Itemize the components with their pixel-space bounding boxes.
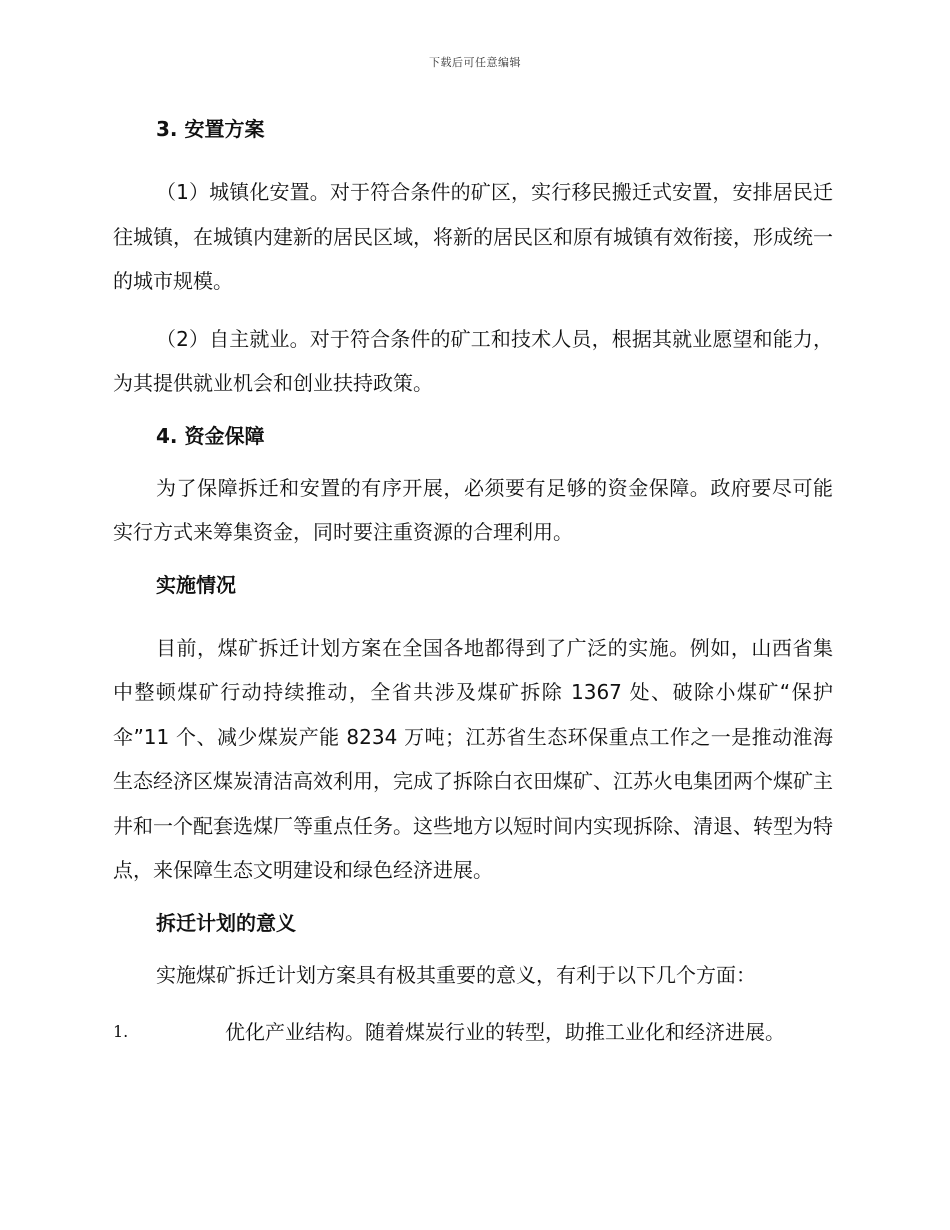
section-heading-implementation: 实施情况	[156, 572, 236, 597]
section-heading-significance: 拆迁计划的意义	[156, 910, 296, 935]
list-item	[113, 1010, 833, 1054]
paragraph-implementation: 目前，煤矿拆迁计划方案在全国各地都得到了广泛的实施。例如，山西省集中整顿煤矿行动持续推动，全省共涉及煤矿拆除 1367 处、破除小煤矿“保护伞”11 个、减少煤炭产能 8234 万吨；江苏省生态环保重点工作之一是推动淮海生态经济区煤炭清洁高效利用，完成了拆除白衣田煤矿、江苏火电集团两个煤矿主井和一个配套选煤厂等重点任务。这些地方以短时间内实现拆除、清退、转型为特点，来保障生态文明建设和绿色经济进展。	[113, 635, 833, 882]
section-heading-resettlement: 3. 安置方案	[156, 117, 265, 141]
list-item-text: 优化产业结构。随着煤炭行业的转型，助推工业化和经济进展。	[225, 1020, 785, 1044]
paragraph-funding: 为了保障拆迁和安置的有序开展，必须要有足够的资金保障。政府要尽可能实行方式来筹集资金，同时要注重资源的合理利用。	[113, 475, 833, 544]
paragraph-self-employment: （2）自主就业。对于符合条件的矿工和技术人员，根据其就业愿望和能力，为其提供就业机会和创业扶持政策。	[113, 326, 833, 395]
header-note: 下载后可任意编辑	[429, 56, 521, 69]
list-number: 1.	[113, 1022, 129, 1041]
document-body	[113, 112, 833, 1054]
section-heading-funding: 4. 资金保障	[156, 423, 265, 448]
paragraph-significance: 实施煤矿拆迁计划方案具有极其重要的意义，有利于以下几个方面：	[156, 962, 756, 987]
paragraph-urbanization: （1）城镇化安置。对于符合条件的矿区，实行移民搬迁式安置，安排居民迁往城镇，在城镇内建新的居民区域，将新的居民区和原有城镇有效衔接，形成统一的城市规模。	[113, 180, 833, 293]
